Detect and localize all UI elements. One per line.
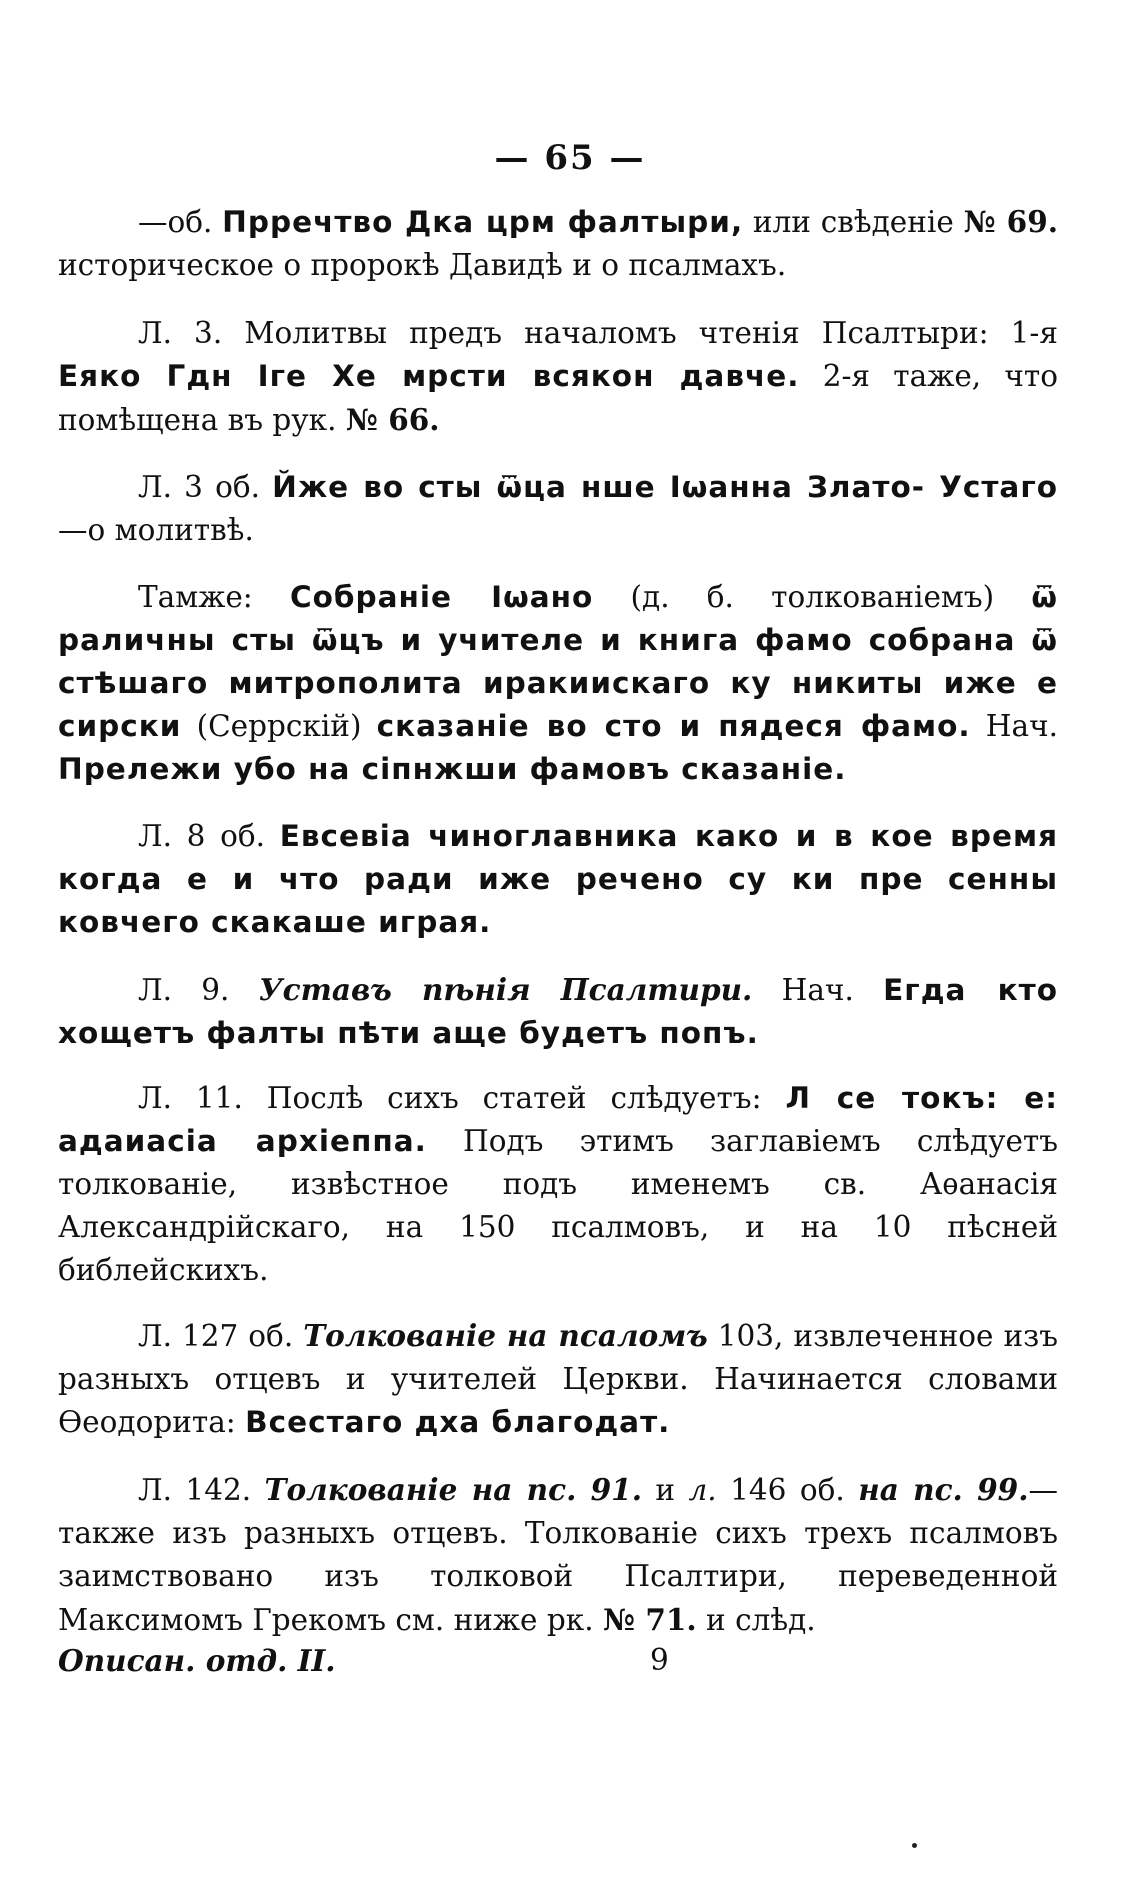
- text-segment: № 66.: [345, 402, 440, 437]
- text-segment: Л. 8 об.: [138, 819, 280, 853]
- text-segment: Толкованіе на псаломъ: [303, 1318, 708, 1353]
- text-segment: ѿ раличны сты ѿцъ и учителе и книга фамо собрана ѿ стѣшаго митрополита иракиискаго ку никиты иже е сирски: [58, 580, 1058, 743]
- text-segment: Евсевіа чиноглавника како и в кое время когда е и что ради иже речено су ки пре сенны ковчего скакаше играя.: [58, 819, 1059, 939]
- text-segment: и слѣд.: [696, 1603, 816, 1637]
- signature-mark: Описан. отд. II.: [58, 1643, 336, 1678]
- text-segment: сказаніе во сто и пядеся фамо.: [376, 709, 971, 743]
- paragraph: [58, 815, 1058, 944]
- paragraph: [58, 1314, 1058, 1444]
- text-segment: Еяко Гдн Іге Хе мрсти всякон давче.: [58, 359, 800, 393]
- ink-speck: [912, 1843, 917, 1848]
- text-segment: Л. 11. Послѣ сихъ статей слѣдуетъ:: [138, 1081, 786, 1115]
- paragraph: [58, 1077, 1058, 1292]
- paragraph: [58, 968, 1058, 1055]
- text-segment: Л. 3 об.: [138, 470, 273, 504]
- text-segment: (д. б. толкованіемъ): [593, 580, 1032, 614]
- text-segment: 103, извлеченное изъ разныхъ отцевъ и учителей Церкви. Начинается словами Ѳеодорита:: [58, 1319, 1058, 1439]
- paragraph: [58, 466, 1058, 552]
- text-segment: Нач.: [752, 973, 884, 1007]
- page-number: — 65 —: [494, 138, 646, 178]
- text-segment: № 69.: [963, 204, 1058, 239]
- text-segment: Л се токъ: е: адаиасіа архіеппа.: [58, 1081, 1059, 1158]
- text-segment: Толкованіе на пс. 91.: [264, 1472, 642, 1507]
- text-segment: Л. 142.: [138, 1473, 265, 1507]
- text-segment: Всестаго дха благодат.: [245, 1405, 671, 1439]
- paragraph: [58, 200, 1058, 287]
- text-segment: Прележи убо на сіпнжши фамовъ сказаніе.: [58, 752, 847, 786]
- text-segment: и: [641, 1473, 689, 1507]
- text-segment: Л. 3. Молитвы предъ началомъ чтенія Псалтыри: 1-я: [138, 316, 1058, 350]
- text-segment: (Серрскій): [181, 709, 377, 743]
- text-segment: —также изъ разныхъ отцевъ. Толкованіе сихъ трехъ псалмовъ заимствовано изъ толковой Псалтири, переведенной Максимомъ Грекомъ см. ниже рк.: [58, 1473, 1058, 1637]
- sheet-number: 9: [650, 1643, 669, 1677]
- text-segment: историческое о пророкѣ Давидѣ и о псалмахъ.: [58, 248, 787, 282]
- text-block: [58, 200, 1058, 1642]
- text-segment: Собраніе Іѡано: [289, 580, 594, 614]
- text-segment: Прречтво Дка црм фалтыри,: [222, 205, 744, 239]
- text-segment: л.: [688, 1473, 717, 1507]
- text-segment: 146 об.: [716, 1473, 859, 1507]
- text-segment: 2-я таже, что помѣщена въ рук.: [58, 359, 1058, 437]
- paragraph: [58, 576, 1058, 791]
- text-segment: на пс. 99.: [858, 1472, 1029, 1507]
- text-segment: № 71.: [602, 1602, 697, 1637]
- text-segment: Йже во сты ѿца нше Іѡанна Злато- Устаго: [272, 470, 1058, 504]
- text-segment: или свѣденіе: [743, 205, 964, 239]
- paragraph: [58, 1468, 1058, 1642]
- text-segment: —о молитвѣ.: [58, 513, 254, 547]
- text-segment: Нач.: [970, 709, 1058, 743]
- text-segment: Тамже:: [138, 580, 290, 614]
- text-segment: —об.: [138, 205, 223, 239]
- paragraph: [58, 312, 1058, 442]
- text-segment: Л. 127 об.: [138, 1319, 304, 1353]
- text-segment: Уставъ пѣнія Псалтири.: [258, 972, 753, 1007]
- text-segment: Егда кто хощетъ фалты пѣти аще будетъ попъ.: [58, 973, 1058, 1050]
- text-segment: Подъ этимъ заглавіемъ слѣдуетъ толкованіе, извѣстное подъ именемъ св. Аѳанасія Александрійскаго, на 150 псалмовъ, и на 10 пѣсней библейскихъ.: [58, 1124, 1058, 1287]
- text-segment: Л. 9.: [138, 973, 259, 1007]
